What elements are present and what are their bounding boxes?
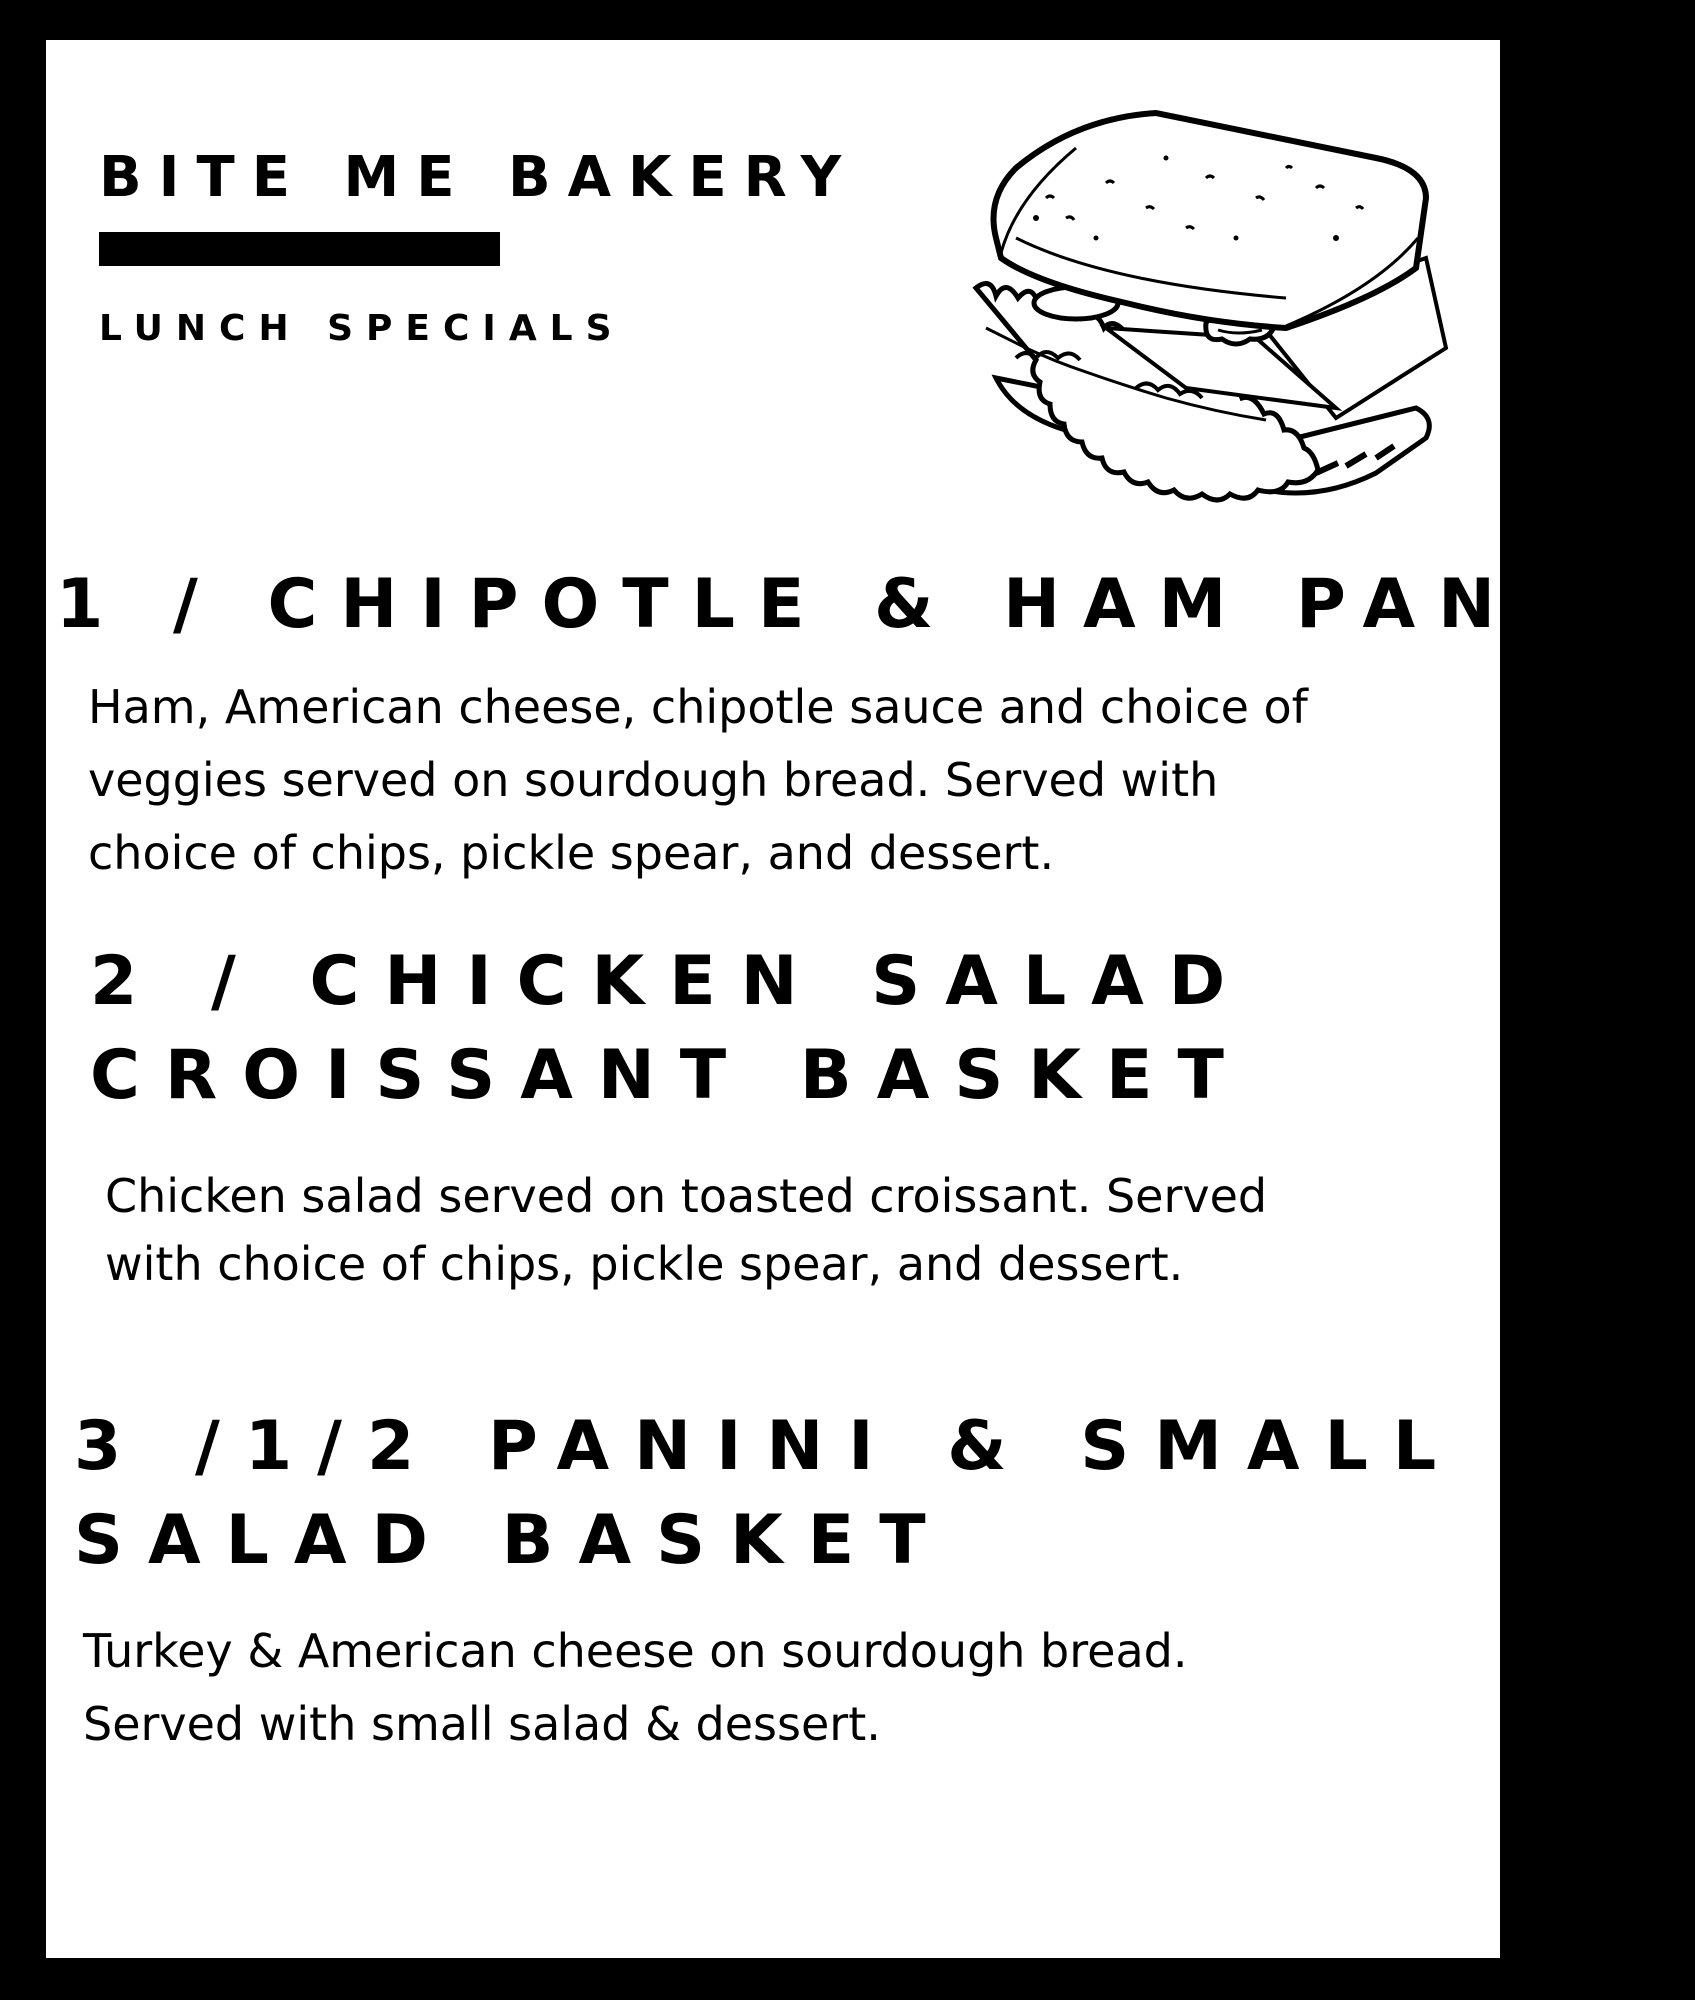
special-2-description-line: with choice of chips, pickle spear, and dessert. [105,1237,1184,1291]
special-3-title-line: SALAD BASKET [74,1501,951,1580]
title-underline-bar [99,232,500,266]
special-3-description [83,1615,1187,1761]
special-1-description-line: veggies served on sourdough bread. Served with [88,753,1219,807]
special-2-description-line: Chicken salad served on toasted croissant. Served [105,1169,1268,1223]
special-2-title [90,935,1250,1123]
special-1-description-line: Ham, American cheese, chipotle sauce and choice of [88,680,1308,734]
special-2-description [105,1162,1267,1298]
special-1-title-line: 1 / CHIPOTLE & HAM PANINI [56,565,1695,644]
special-1-title [56,558,1695,652]
sandwich-icon [956,88,1476,508]
special-2-title-line: CROISSANT BASKET [90,1036,1249,1115]
special-2-title-line: 2 / CHICKEN SALAD [90,942,1251,1021]
special-3-title-line: 3 /1/2 PANINI & SMALL [74,1407,1462,1486]
special-3-description-line: Turkey & American cheese on sourdough bread. [83,1624,1188,1678]
special-1-description [88,671,1308,890]
menu-subtitle: LUNCH SPECIALS [99,308,625,349]
special-1-description-line: choice of chips, pickle spear, and dessert. [88,826,1055,880]
special-3-description-line: Served with small salad & dessert. [83,1697,881,1751]
menu-page [46,40,1695,1958]
special-3-title [74,1400,1461,1588]
brand-title: BITE ME BAKERY [99,145,859,210]
